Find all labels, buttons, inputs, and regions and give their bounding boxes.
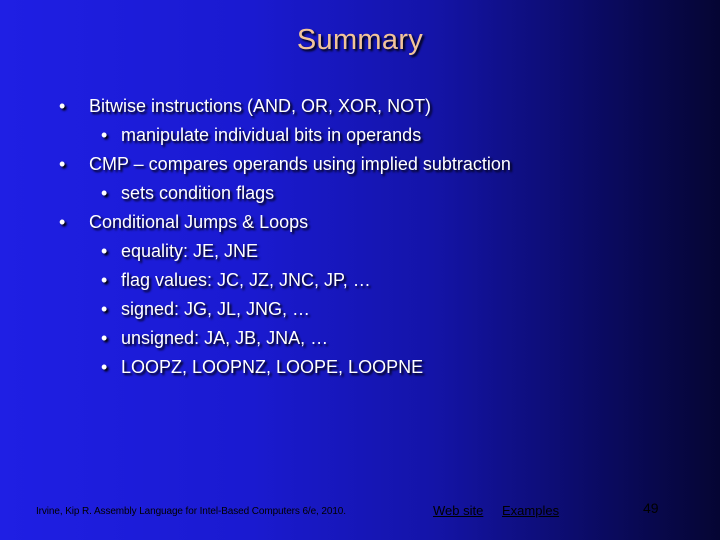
sub-bullet-item — [0, 295, 720, 324]
bullet-text: equality: JE, JNE — [121, 241, 259, 261]
sub-bullet-item — [0, 353, 720, 382]
bullet-icon: • — [101, 241, 108, 261]
sub-bullet-item — [0, 266, 720, 295]
bullet-icon: • — [59, 154, 66, 174]
sub-bullet-item — [0, 121, 720, 150]
bullet-icon: • — [101, 299, 108, 319]
bullet-icon: • — [59, 212, 66, 232]
bullet-text: unsigned: JA, JB, JNA, … — [121, 328, 329, 348]
sub-bullet-item — [0, 237, 720, 266]
bullet-icon: • — [59, 96, 66, 116]
bullet-item — [0, 92, 720, 121]
bullet-icon: • — [101, 183, 108, 203]
bullet-item — [0, 208, 720, 237]
bullet-text: LOOPZ, LOOPNZ, LOOPE, LOOPNE — [121, 357, 424, 377]
bullet-text: sets condition flags — [121, 183, 275, 203]
sub-bullet-item — [0, 324, 720, 353]
bullet-item — [0, 150, 720, 179]
bullet-text: signed: JG, JL, JNG, … — [121, 299, 311, 319]
bullet-icon: • — [101, 357, 108, 377]
bullet-icon: • — [101, 125, 108, 145]
bullet-text: Bitwise instructions (AND, OR, XOR, NOT) — [89, 96, 432, 116]
bullet-icon: • — [101, 270, 108, 290]
bullet-list — [0, 92, 720, 382]
bullet-text: flag values: JC, JZ, JNC, JP, … — [121, 270, 371, 290]
bullet-text: manipulate individual bits in operands — [121, 125, 422, 145]
bullet-text: CMP – compares operands using implied subtraction — [89, 154, 511, 174]
bullet-icon: • — [101, 328, 108, 348]
slide-title: Summary — [296, 24, 424, 56]
bullet-text: Conditional Jumps & Loops — [89, 212, 309, 232]
citation-text: Irvine, Kip R. Assembly Language for Intel-Based Computers 6/e, 2010. — [36, 506, 346, 517]
web-site-link[interactable]: Web site — [433, 503, 484, 518]
sub-bullet-item — [0, 179, 720, 208]
examples-link[interactable]: Examples — [502, 503, 560, 518]
page-number: 49 — [643, 500, 659, 516]
